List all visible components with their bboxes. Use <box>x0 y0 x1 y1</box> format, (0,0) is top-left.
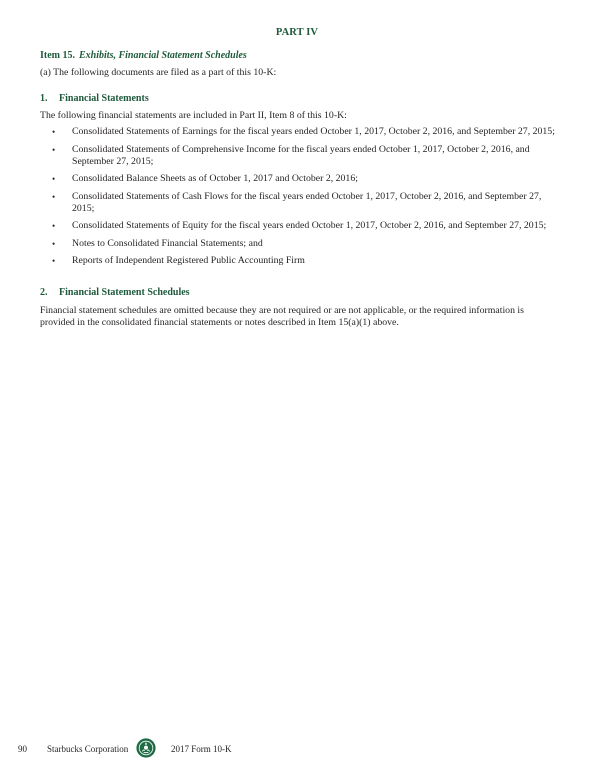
bullet-icon: • <box>52 144 56 155</box>
item-title: Exhibits, Financial Statement Schedules <box>79 50 247 61</box>
section-number: 1. <box>40 93 48 104</box>
bullet-icon: • <box>52 238 56 249</box>
bullet-icon: • <box>52 191 56 202</box>
list-item-text: Consolidated Balance Sheets as of October 1, 2017 and October 2, 2016; <box>72 173 358 184</box>
list-item-text: Consolidated Statements of Cash Flows for the fiscal years ended October 1, 2017, October 2, 2016, and September 27, 2015; <box>72 190 542 214</box>
bullet-icon: • <box>52 127 56 137</box>
list-item <box>52 255 562 267</box>
starbucks-logo-icon <box>136 738 156 758</box>
list-item <box>52 144 562 168</box>
list-item-text: Reports of Independent Registered Public Accounting Firm <box>72 255 305 266</box>
list-item <box>52 173 562 185</box>
list-item <box>52 238 562 250</box>
list-item <box>52 191 562 215</box>
item-heading <box>40 50 247 61</box>
section-heading-financial-statements <box>40 93 149 104</box>
list-item-text: Consolidated Statements of Earnings for the fiscal years ended October 1, 2017, October 2, 2016, and September 27, 2015; <box>72 126 555 137</box>
bullet-icon: • <box>52 256 56 266</box>
item-number: Item 15. <box>40 50 75 61</box>
page-number: 90 <box>18 744 27 754</box>
section-body: Financial statement schedules are omitted because they are not required or are not applicable, or the required information is provided in the consolidated financial statements or notes described in Item 15(a)(1) above. <box>40 305 524 328</box>
list-item <box>52 126 562 138</box>
section-heading-schedules <box>40 287 190 298</box>
company-name: Starbucks Corporation <box>47 744 129 754</box>
page-footer <box>0 738 594 760</box>
financial-statements-list <box>52 126 562 273</box>
section-title: Financial Statements <box>59 93 149 104</box>
section-number: 2. <box>40 287 48 298</box>
bullet-icon: • <box>52 221 56 231</box>
section-intro: The following financial statements are included in Part II, Item 8 of this 10-K: <box>40 110 347 121</box>
list-item <box>52 220 562 232</box>
list-item-text: Consolidated Statements of Comprehensive Income for the fiscal years ended October 1, 2017, October 2, 2016, and September 27, 2015; <box>72 143 530 167</box>
list-item-text: Notes to Consolidated Financial Statements; and <box>72 237 263 249</box>
section-title: Financial Statement Schedules <box>59 287 190 298</box>
list-item-text: Consolidated Statements of Equity for the fiscal years ended October 1, 2017, October 2, 2016, and September 27, 2015; <box>72 220 547 231</box>
form-title: 2017 Form 10-K <box>171 744 232 754</box>
page-title: PART IV <box>275 27 319 38</box>
item-intro: (a) The following documents are filed as a part of this 10-K: <box>40 67 277 78</box>
bullet-icon: • <box>52 174 56 184</box>
